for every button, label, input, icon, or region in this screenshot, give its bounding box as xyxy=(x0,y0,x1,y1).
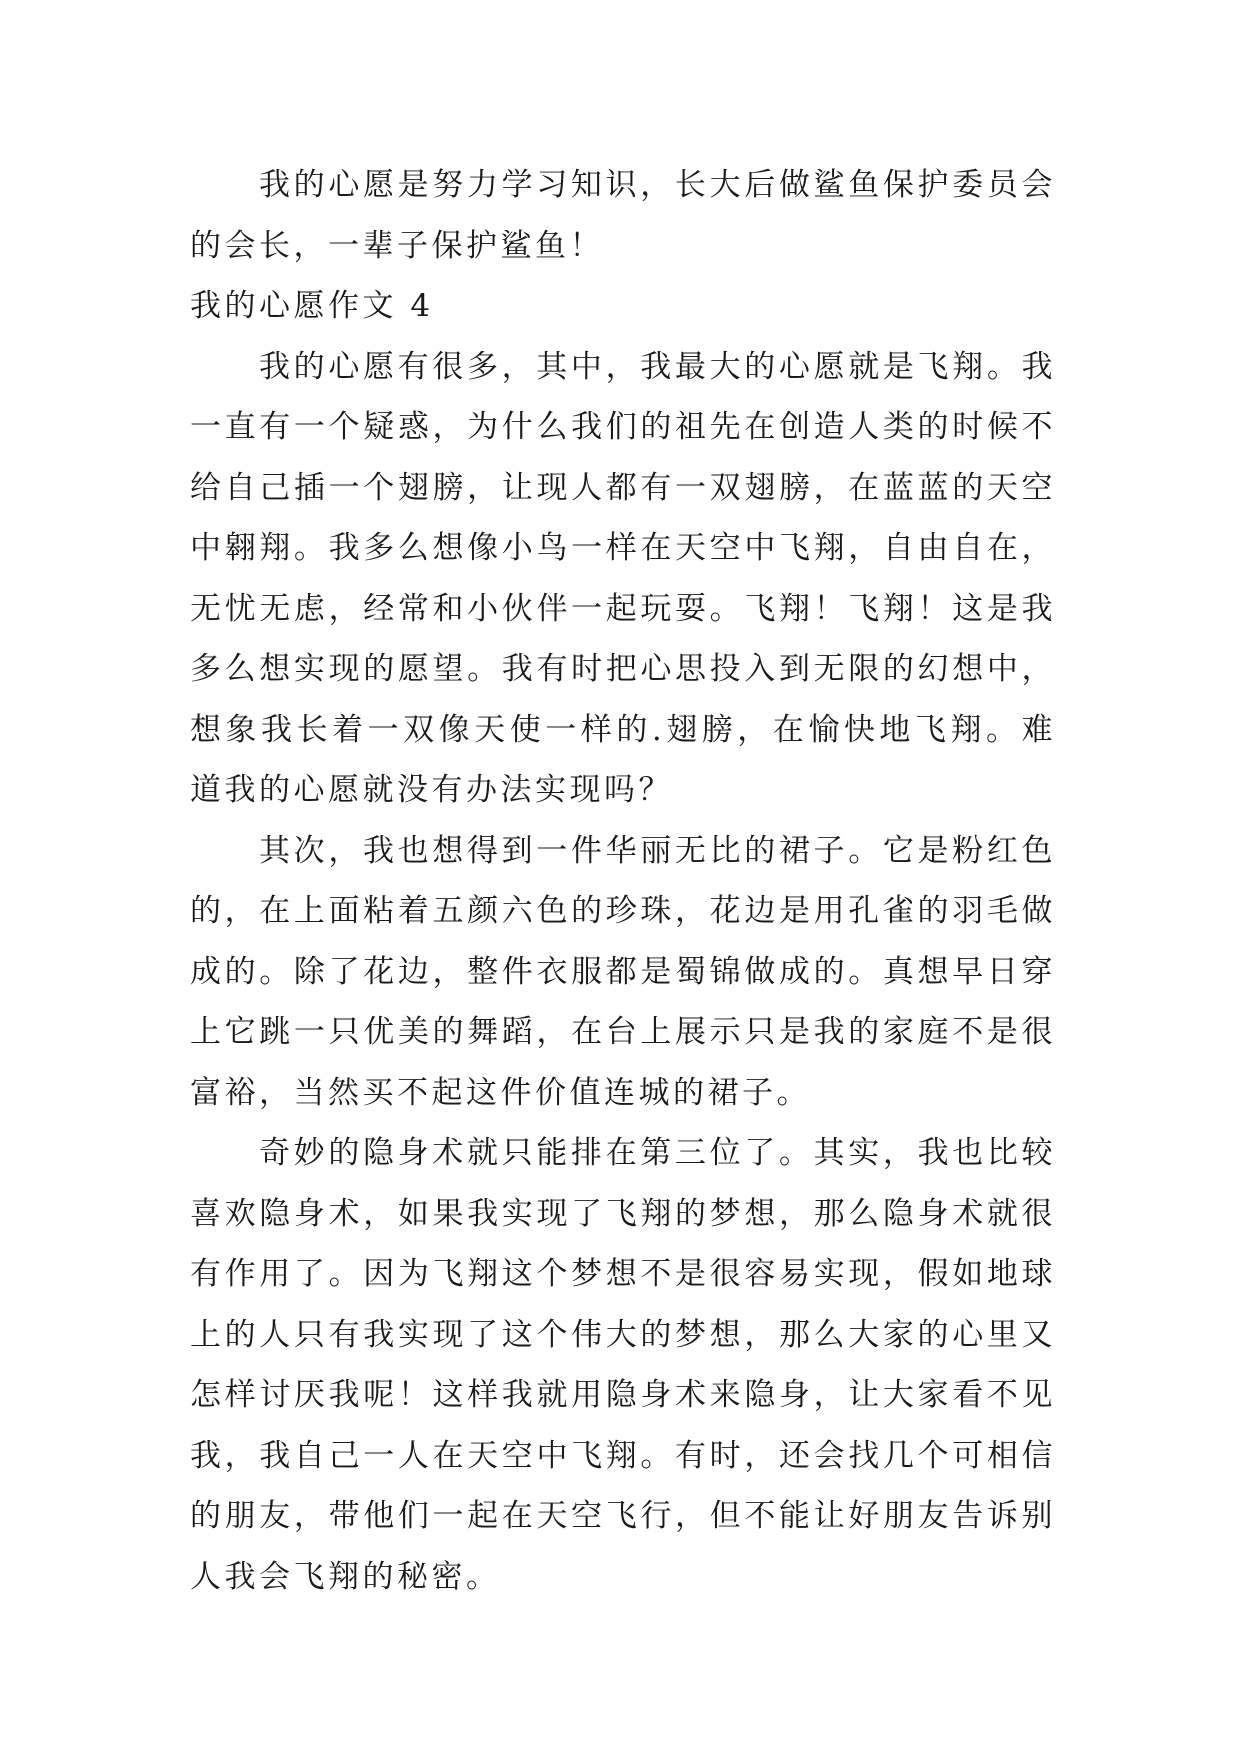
paragraph-1: 我的心愿有很多，其中，我最大的心愿就是飞翔。我一直有一个疑惑，为什么我们的祖先在创造人类的时候不给自己插一个翅膀，让现人都有一双翅膀，在蓝蓝的天空中翱翔。我多么想像小鸟一样在天空中飞翔，自由自在，无忧无虑，经常和小伙伴一起玩耍。飞翔！飞翔！这是我多么想实现的愿望。我有时把心思投入到无限的幻想中，想象我长着一双像天使一样的.翅膀，在愉快地飞翔。难道我的心愿就没有办法实现吗？ xyxy=(190,348,1056,808)
paragraph-3: 奇妙的隐身术就只能排在第三位了。其实，我也比较喜欢隐身术，如果我实现了飞翔的梦想，那么隐身术就很有作用了。因为飞翔这个梦想不是很容易实现，假如地球上的人只有我实现了这个伟大的梦想，那么大家的心里又怎样讨厌我呢！这样我就用隐身术来隐身，让大家看不见我，我自己一人在天空中飞翔。有时，还会找几个可相信的朋友，带他们一起在天空飞行，但不能让好朋友告诉别人我会飞翔的秘密。 xyxy=(190,1135,1056,1595)
paragraph-2: 其次，我也想得到一件华丽无比的裙子。它是粉红色的，在上面粘着五颜六色的珍珠，花边是用孔雀的羽毛做成的。除了花边，整件衣服都是蜀锦做成的。真想早日穿上它跳一只优美的舞蹈，在台上展示只是我的家庭不是很富裕，当然买不起这件价值连城的裙子。 xyxy=(190,832,1056,1111)
section-title: 我的心愿作文 4 xyxy=(190,288,434,324)
document-page xyxy=(190,155,1056,1607)
paragraph-intro: 我的心愿是努力学习知识，长大后做鲨鱼保护委员会的会长，一辈子保护鲨鱼！ xyxy=(190,167,1056,264)
